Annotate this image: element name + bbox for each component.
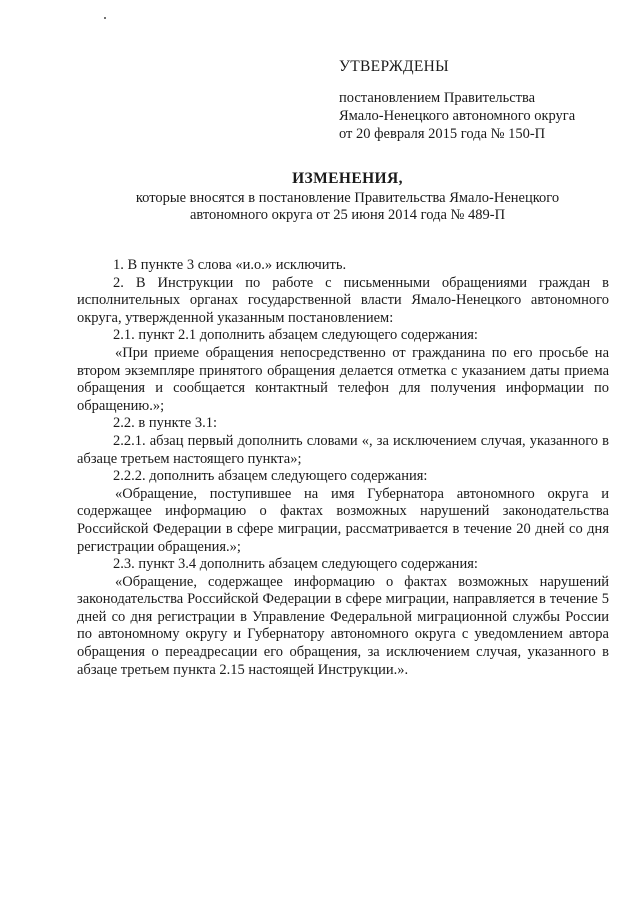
paragraph-quote-2-1: «При приеме обращения непосредственно от гражданина по его просьбе на втором экземпляре принятого обращения делается отметка с указанием даты приема обращения и сообщается контактный телефон для получения информации по обращению.»; bbox=[77, 344, 609, 414]
document-subtitle-line-2: автономного округа от 25 июня 2014 года № 489-П bbox=[189, 207, 506, 223]
approval-line-3: от 20 февраля 2015 года № 150-П bbox=[339, 126, 546, 142]
document-title: ИЗМЕНЕНИЯ, bbox=[292, 170, 403, 187]
document-subtitle-line-1: которые вносятся в постановление Правительства Ямало-Ненецкого bbox=[135, 189, 560, 206]
paragraph-quote-2-3: «Обращение, содержащее информацию о фактах возможных нарушений законодательства Российской Федерации в сфере миграции, направляется в течение 5 дней со дня регистрации в Управление Федеральной миграционной службы России по автономному округу и Губернатору автономного округа с уведомлением автора обращения о переадресации его обращения, за исключением случая, указанного в абзаце третьем пункта 2.15 настоящей Инструкции.». bbox=[77, 573, 609, 678]
document-title-block bbox=[60, 170, 635, 225]
paragraph-item-1: 1. В пункте 3 слова «и.о.» исключить. bbox=[113, 257, 347, 273]
paragraph-quote-2-2-2: «Обращение, поступившее на имя Губернатора автономного округа и содержащее информацию о фактах возможных нарушений законодательства Российской Федерации в сфере миграции, рассматривается в течение 20 дней со дня регистрации обращения.»; bbox=[77, 485, 609, 555]
paragraph-item-2-2: 2.2. в пункте 3.1: bbox=[113, 415, 218, 432]
paragraph-item-2-2-1: 2.2.1. абзац первый дополнить словами «, за исключением случая, указанного в абзаце третьем настоящего пункта»; bbox=[77, 432, 609, 467]
approval-heading: УТВЕРЖДЕНЫ bbox=[339, 58, 449, 75]
scan-speck bbox=[104, 17, 106, 19]
paragraph-item-2: 2. В Инструкции по работе с письменными обращениями граждан в исполнительных органах государственной власти Ямало-Ненецкого автономного округа, утвержденной указанным постановлением: bbox=[77, 274, 609, 326]
document-body bbox=[77, 257, 609, 679]
paragraph-item-2-1: 2.1. пункт 2.1 дополнить абзацем следующего содержания: bbox=[113, 327, 478, 344]
approval-block bbox=[339, 58, 629, 143]
paragraph-item-2-3: 2.3. пункт 3.4 дополнить абзацем следующего содержания: bbox=[113, 556, 478, 573]
approval-line-2: Ямало-Ненецкого автономного округа bbox=[339, 108, 576, 124]
paragraph-item-2-2-2: 2.2.2. дополнить абзацем следующего содержания: bbox=[113, 468, 428, 485]
approval-line-1: постановлением Правительства bbox=[339, 90, 536, 106]
